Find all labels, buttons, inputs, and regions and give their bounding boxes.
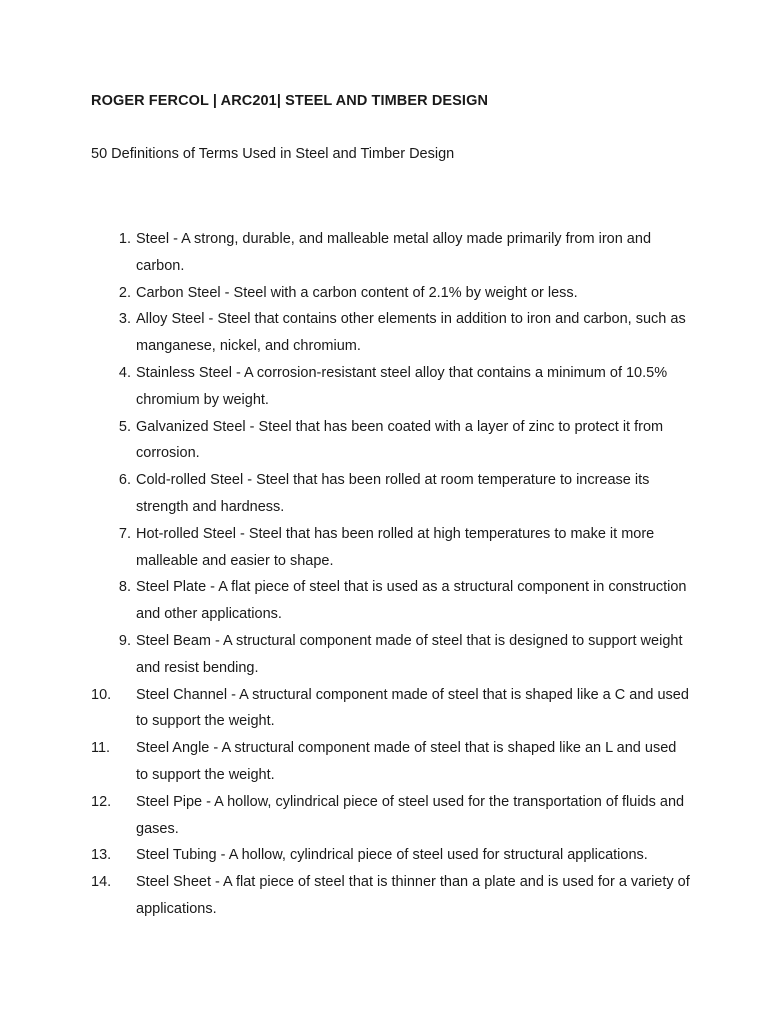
term-definition: Steel Plate - A flat piece of steel that is used as a structural component in construction and other applications. bbox=[136, 579, 687, 623]
terms-list bbox=[91, 226, 691, 923]
term-item bbox=[91, 521, 691, 575]
term-number: 6. bbox=[118, 472, 131, 489]
term-number: 13. bbox=[91, 847, 112, 864]
term-number: 1. bbox=[118, 231, 131, 247]
term-item bbox=[91, 789, 691, 843]
term-number: 4. bbox=[118, 364, 131, 381]
term-item bbox=[91, 467, 691, 521]
term-number: 7. bbox=[118, 525, 131, 542]
document-heading: ROGER FERCOL | ARC201| STEEL AND TIMBER DESIGN bbox=[91, 93, 489, 109]
term-definition: Steel Sheet - A flat piece of steel that is thinner than a plate and is used for a variety of applications. bbox=[136, 874, 690, 917]
term-definition: Hot-rolled Steel - Steel that has been rolled at high temperatures to make it more malleable and easier to shape. bbox=[136, 525, 655, 569]
term-number: 8. bbox=[118, 579, 131, 596]
term-number: 2. bbox=[118, 284, 131, 301]
term-item bbox=[91, 682, 691, 736]
term-item bbox=[91, 735, 691, 789]
document-subtitle: 50 Definitions of Terms Used in Steel and Timber Design bbox=[91, 146, 455, 162]
term-item bbox=[91, 306, 691, 360]
term-number: 10. bbox=[91, 686, 112, 703]
term-definition: Steel Tubing - A hollow, cylindrical piece of steel used for structural applications. bbox=[136, 847, 648, 864]
term-definition: Steel - A strong, durable, and malleable metal alloy made primarily from iron and carbon. bbox=[136, 231, 652, 274]
term-number: 11. bbox=[91, 740, 111, 757]
term-definition: Steel Angle - A structural component made of steel that is shaped like an L and used to support the weight. bbox=[136, 740, 677, 783]
term-definition: Galvanized Steel - Steel that has been coated with a layer of zinc to protect it from corrosion. bbox=[136, 418, 664, 462]
term-number: 5. bbox=[118, 418, 131, 435]
term-item bbox=[91, 226, 691, 280]
term-definition: Carbon Steel - Steel with a carbon content of 2.1% by weight or less. bbox=[136, 284, 578, 301]
term-definition: Steel Beam - A structural component made of steel that is designed to support weight and resist bending. bbox=[136, 632, 683, 676]
term-definition: Alloy Steel - Steel that contains other elements in addition to iron and carbon, such as manganese, nickel, and chromium. bbox=[136, 311, 686, 355]
term-item bbox=[91, 280, 691, 307]
term-number: 12. bbox=[91, 793, 112, 810]
term-definition: Steel Pipe - A hollow, cylindrical piece of steel used for the transportation of fluids and gases. bbox=[136, 793, 685, 837]
term-item bbox=[91, 360, 691, 414]
term-item bbox=[91, 414, 691, 468]
term-definition: Cold-rolled Steel - Steel that has been rolled at room temperature to increase its strength and hardness. bbox=[136, 472, 650, 515]
term-item bbox=[91, 842, 691, 869]
term-number: 14. bbox=[91, 874, 112, 891]
term-item bbox=[91, 869, 691, 923]
term-definition: Stainless Steel - A corrosion-resistant steel alloy that contains a minimum of 10.5% chromium by weight. bbox=[136, 364, 668, 408]
term-number: 3. bbox=[118, 311, 131, 328]
term-item bbox=[91, 574, 691, 628]
term-definition: Steel Channel - A structural component made of steel that is shaped like a C and used to support the weight. bbox=[136, 686, 689, 730]
term-item bbox=[91, 628, 691, 682]
term-number: 9. bbox=[118, 632, 131, 649]
